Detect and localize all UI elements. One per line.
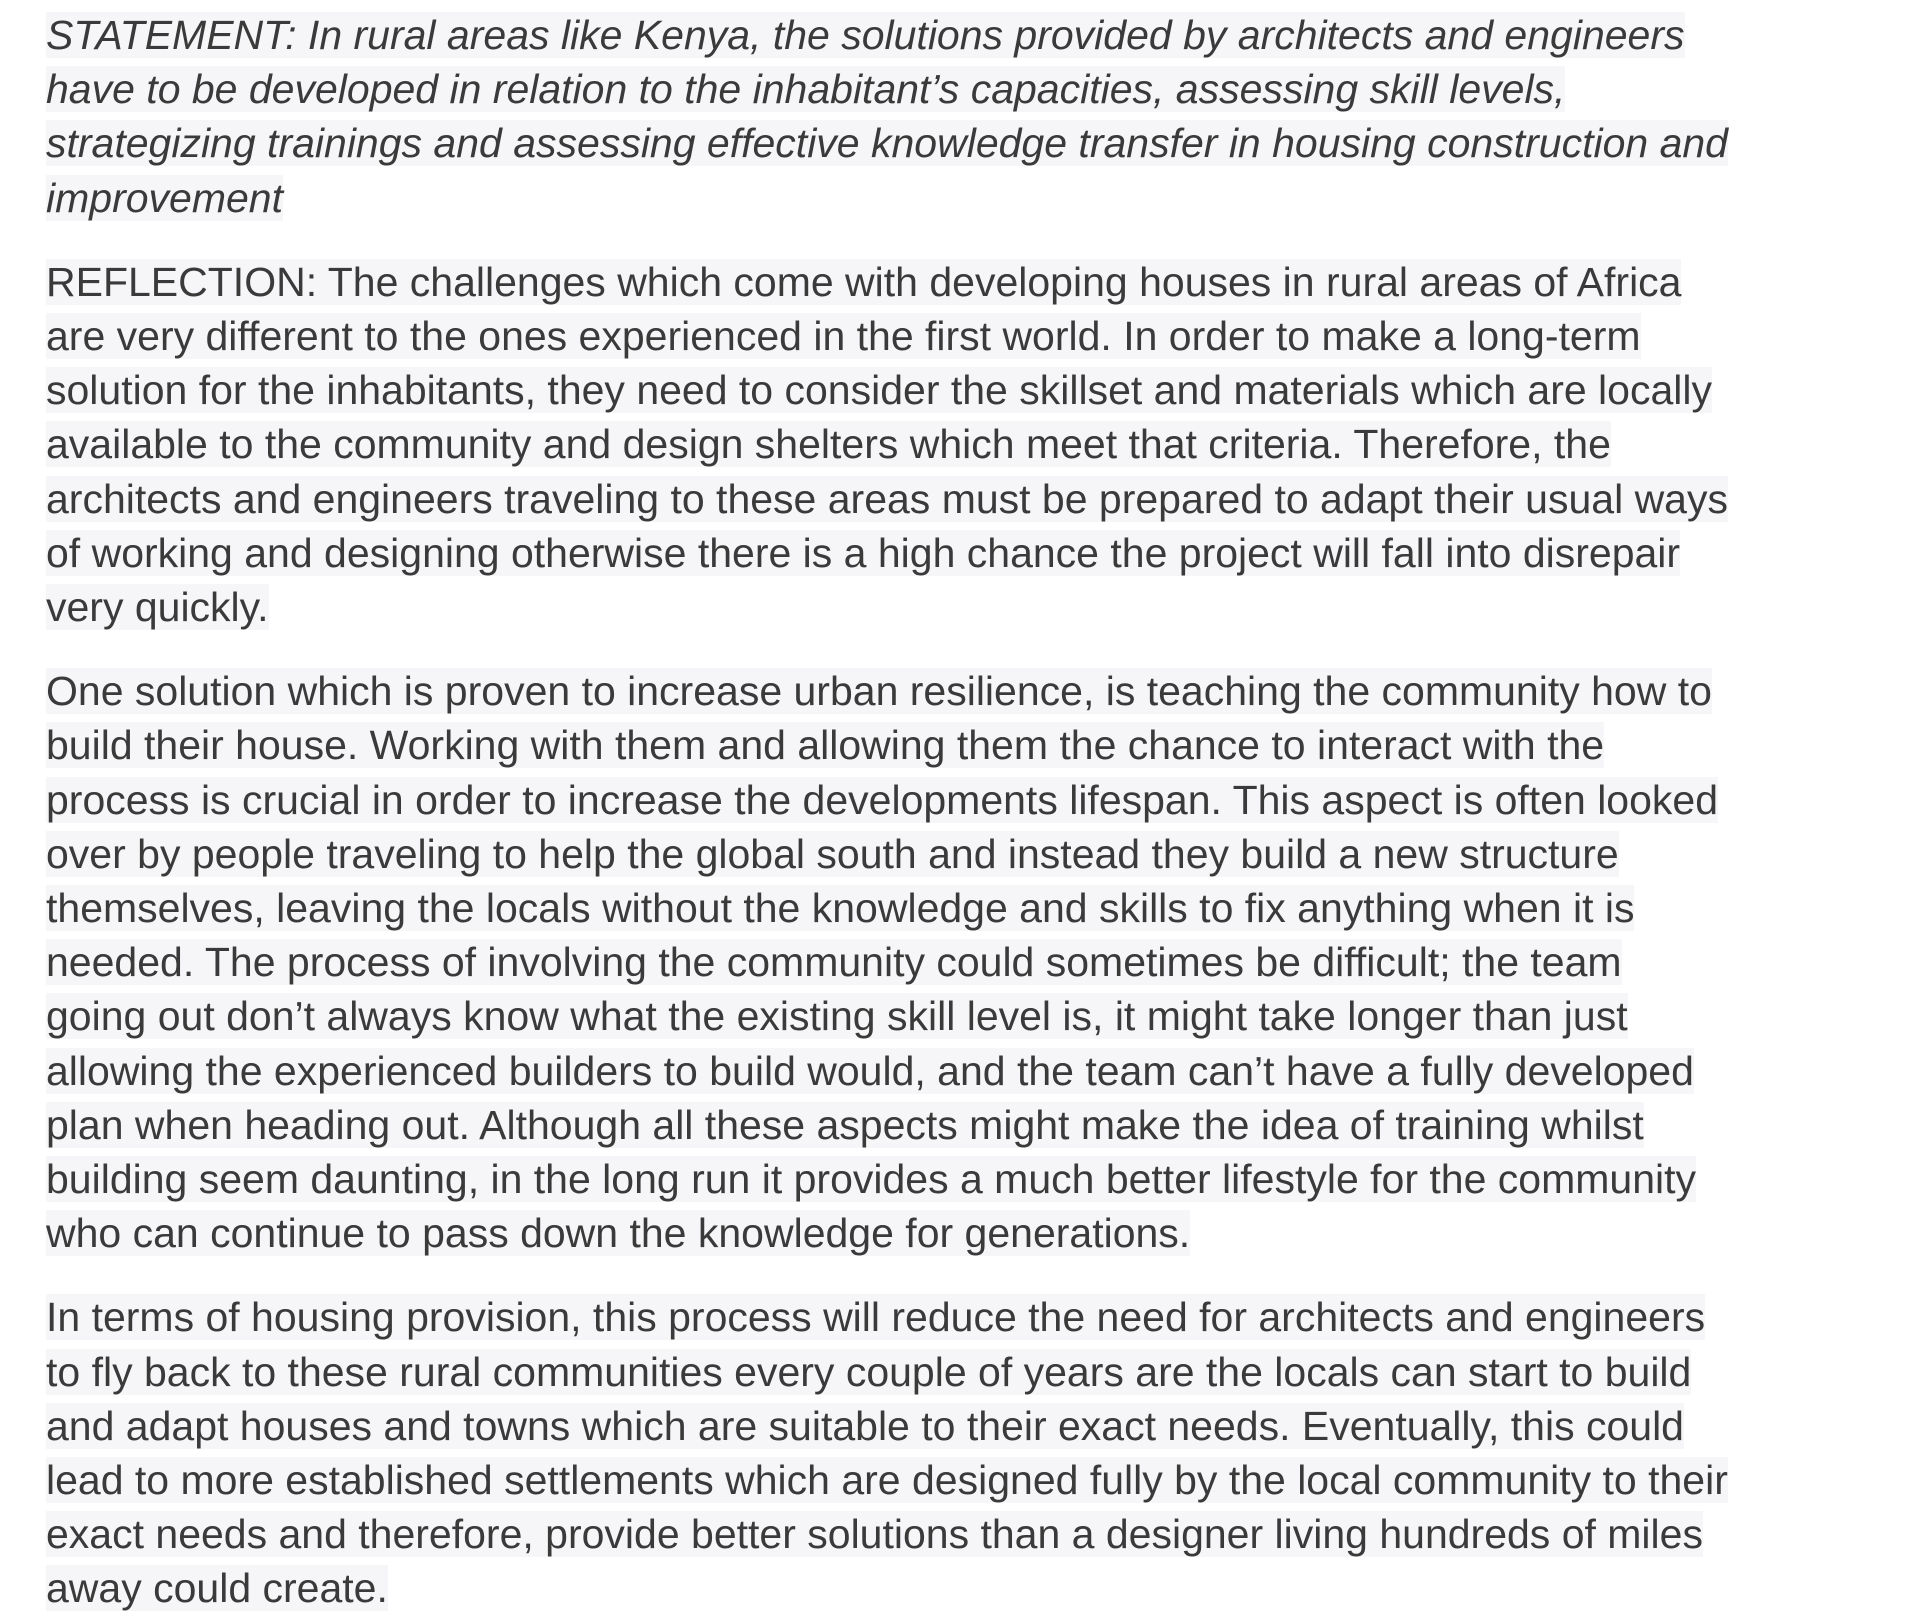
reflection-line: solution for the inhabitants, they need to consider the skillset and materials which are locally xyxy=(46,367,1712,414)
paragraph-line: and adapt houses and towns which are suitable to their exact needs. Eventually, this could xyxy=(46,1402,1684,1449)
paragraph-line: build their house. Working with them and allowing them the chance to interact with the xyxy=(46,722,1605,769)
reflection-line: architects and engineers traveling to these areas must be prepared to adapt their usual ways xyxy=(46,475,1728,522)
paragraph-line: plan when heading out. Although all these aspects might make the idea of training whilst xyxy=(46,1101,1644,1148)
reflection-line: of working and designing otherwise there is a high chance the project will fall into disrepair xyxy=(46,529,1681,576)
paragraph-line: lead to more established settlements which are designed fully by the local community to their xyxy=(46,1457,1728,1504)
statement-line: have to be developed in relation to the inhabitant’s capacities, assessing skill levels, xyxy=(46,66,1566,113)
paragraph-line: process is crucial in order to increase the developments lifespan. This aspect is often looked xyxy=(46,776,1719,823)
statement-line: improvement xyxy=(46,174,283,221)
paragraph-line: over by people traveling to help the global south and instead they build a new structure xyxy=(46,830,1619,877)
paragraph-line: away could create. xyxy=(46,1565,388,1612)
paragraph-line: building seem daunting, in the long run it provides a much better lifestyle for the community xyxy=(46,1156,1696,1203)
statement-line: STATEMENT: In rural areas like Kenya, the solutions provided by architects and engineers xyxy=(46,12,1685,58)
statement-paragraph xyxy=(46,8,1846,225)
paragraph-line: to fly back to these rural communities every couple of years are the locals can start to build xyxy=(46,1348,1692,1395)
paragraph-line: In terms of housing provision, this process will reduce the need for architects and engineers xyxy=(46,1294,1706,1341)
body-paragraph-3 xyxy=(46,1290,1846,1615)
reflection-paragraph xyxy=(46,255,1846,634)
paragraph-line: themselves, leaving the locals without the knowledge and skills to fix anything when it is xyxy=(46,885,1635,932)
paragraph-line: allowing the experienced builders to build would, and the team can’t have a fully developed xyxy=(46,1047,1694,1094)
paragraph-line: who can continue to pass down the knowledge for generations. xyxy=(46,1210,1191,1257)
reflection-line: are very different to the ones experienced in the first world. In order to make a long-term xyxy=(46,313,1641,360)
paragraph-line: One solution which is proven to increase urban resilience, is teaching the community how to xyxy=(46,668,1712,715)
paragraph-line: going out don’t always know what the existing skill level is, it might take longer than just xyxy=(46,993,1628,1040)
body-paragraph-2 xyxy=(46,664,1846,1260)
document-page xyxy=(46,8,1846,1616)
reflection-line: REFLECTION: The challenges which come with developing houses in rural areas of Africa xyxy=(46,258,1682,305)
paragraph-line: needed. The process of involving the community could sometimes be difficult; the team xyxy=(46,939,1622,986)
reflection-line: very quickly. xyxy=(46,584,269,631)
reflection-line: available to the community and design shelters which meet that criteria. Therefore, the xyxy=(46,421,1611,468)
paragraph-line: exact needs and therefore, provide better solutions than a designer living hundreds of miles xyxy=(46,1511,1703,1558)
statement-line: strategizing trainings and assessing effective knowledge transfer in housing construction and xyxy=(46,120,1728,167)
